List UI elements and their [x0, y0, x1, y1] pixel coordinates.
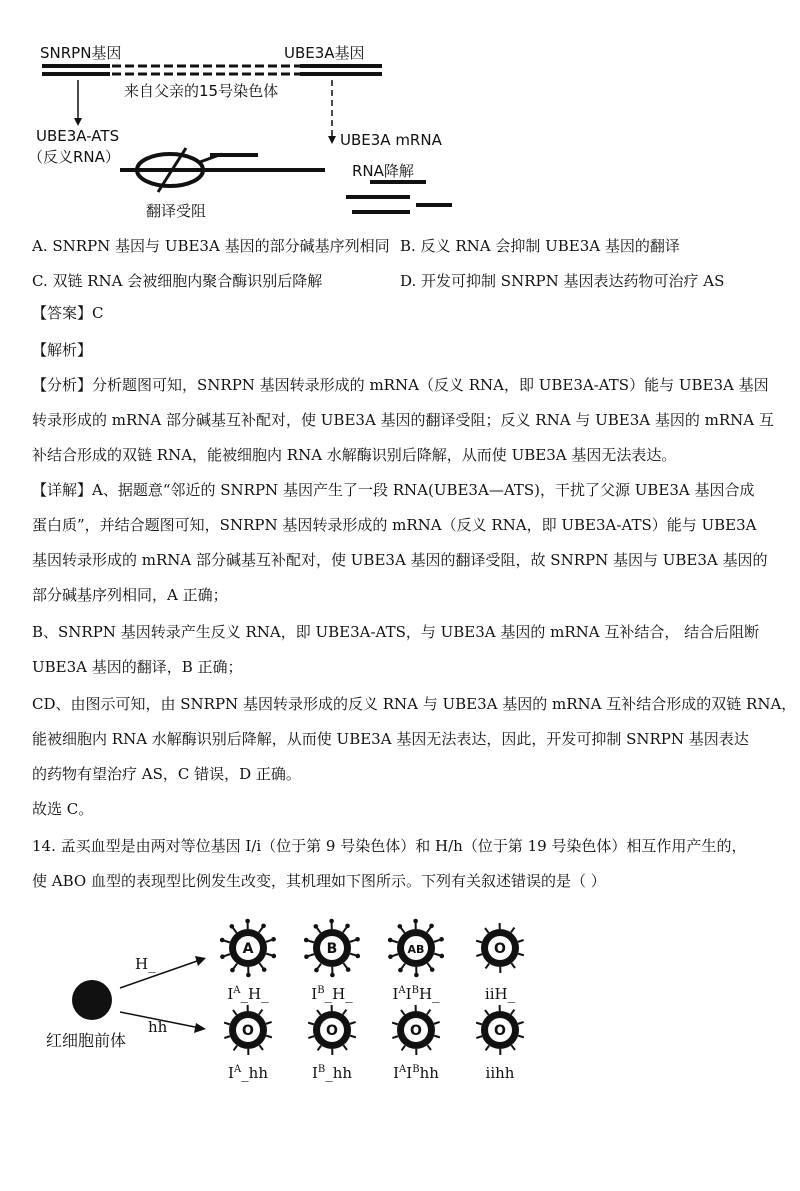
antigen-dot	[230, 968, 235, 973]
antigen-spike	[401, 1010, 405, 1015]
blood-cell	[224, 1005, 272, 1055]
antigen-dot	[271, 954, 276, 959]
body-line: 补结合形成的双链 RNA，能被细胞内 RNA 水解酶识别后降解，从而使 UBE3A 基因无法表达。	[32, 446, 677, 464]
antigen-spike	[224, 1036, 230, 1038]
antigen-dot	[413, 919, 418, 924]
antigen-spike	[518, 1022, 524, 1024]
antigen-dot	[304, 954, 309, 959]
body-line: 转录形成的 mRNA 部分碱基互补配对，使 UBE3A 基因的翻译受阻；反义 RNA 与 UBE3A 基因的 mRNA 互	[32, 411, 774, 429]
body-line: CD、由图示可知，由 SNRPN 基因转录形成的反义 RNA 与 UBE3A 基因的 mRNA 互补结合形成的双链 RNA，	[32, 695, 797, 713]
chromosome-label: 来自父亲的15号染色体	[124, 82, 279, 100]
body-line: 【分析】分析题图可知，SNRPN 基因转录形成的 mRNA（反义 RNA，即 UBE3A-ATS）能与 UBE3A 基因	[32, 376, 769, 394]
antigen-dot	[314, 968, 319, 973]
antigen-dot	[246, 973, 251, 978]
option-a: A. SNRPN 基因与 UBE3A 基因的部分碱基序列相同	[32, 237, 390, 255]
antigen-spike	[427, 928, 430, 933]
antigen-spike	[318, 964, 321, 969]
antigen-spike	[401, 928, 405, 933]
antigen-spike	[476, 1036, 482, 1038]
antigen-spike	[511, 928, 514, 933]
antigen-spike	[485, 928, 489, 933]
genotype-label: iihh	[485, 1064, 515, 1082]
antigen-dot	[261, 924, 266, 929]
antigen-spike	[434, 940, 440, 942]
antigen-spike	[434, 1036, 440, 1038]
body-line: 【详解】A、据题意“邻近的 SNRPN 基因产生了一段 RNA(UBE3A—ATS)，干扰了父源 UBE3A 基因合成	[32, 481, 755, 499]
antigen-spike	[233, 928, 237, 933]
option-c: C. 双链 RNA 会被细胞内聚合酶识别后降解	[32, 272, 323, 290]
antigen-spike	[392, 954, 398, 956]
antigen-spike	[318, 1046, 321, 1051]
antigen-spike	[350, 940, 356, 942]
antigen-dot	[245, 919, 250, 924]
antigen-spike	[259, 1045, 263, 1050]
blocked-label: 翻译受阻	[146, 202, 207, 220]
antigen-spike	[392, 941, 398, 943]
precursor-label: 红细胞前体	[46, 1031, 127, 1050]
body-line: 基因转录形成的 mRNA 部分碱基互补配对，使 UBE3A 基因的翻译受阻，故 SNRPN 基因与 UBE3A 基因的	[32, 551, 768, 569]
genotype-label: $I^B\_hh$	[311, 1064, 353, 1082]
antigen-spike	[308, 954, 314, 956]
antigen-spike	[350, 1022, 356, 1024]
blood-cell	[476, 923, 524, 973]
antigen-dot	[388, 938, 393, 943]
antigen-spike	[486, 1046, 489, 1051]
body-line: 的药物有望治疗 AS，C 错误，D 正确。	[32, 765, 301, 783]
antigen-spike	[343, 963, 347, 968]
antigen-dot	[439, 937, 444, 942]
precursor-cell	[72, 980, 112, 1020]
antigen-spike	[224, 1023, 230, 1025]
body-line: 能被细胞内 RNA 水解酶识别后降解，从而使 UBE3A 基因无法表达，因此，开发可抑制 SNRPN 基因表达	[32, 730, 749, 748]
antigen-spike	[308, 1036, 314, 1038]
antigen-spike	[476, 941, 482, 943]
gene-diagram	[0, 0, 800, 225]
antigen-spike	[518, 954, 524, 956]
antigen-dot	[439, 954, 444, 959]
antigen-dot	[329, 919, 334, 924]
blood-type-graphics	[0, 900, 800, 1120]
analysis-heading: 【解析】	[32, 341, 93, 359]
antigen-spike	[259, 928, 262, 933]
antigen-dot	[220, 954, 225, 959]
antigen-spike	[427, 1045, 431, 1050]
arrow-top-label: H_	[135, 955, 156, 973]
antigen-spike	[234, 1046, 237, 1051]
antigen-spike	[350, 1036, 356, 1038]
antigen-spike	[259, 963, 263, 968]
cell-letter: O	[326, 1023, 338, 1039]
antigen-spike	[343, 928, 346, 933]
antigen-dot	[271, 937, 276, 942]
genotype-label: $I^AI^Bhh$	[393, 1064, 439, 1082]
answer-line: 【答案】C	[32, 304, 104, 322]
antigen-spike	[259, 1010, 262, 1015]
option-b: B. 反义 RNA 会抑制 UBE3A 基因的翻译	[400, 237, 680, 255]
antigen-dot	[304, 938, 309, 943]
antigen-spike	[434, 954, 440, 956]
antigen-spike	[308, 1023, 314, 1025]
cell-letter: A	[242, 941, 254, 957]
antigen-dot	[314, 924, 319, 929]
blood-cell	[476, 1005, 524, 1055]
antigen-spike	[434, 1022, 440, 1024]
ats-label-line1: UBE3A-ATS	[36, 127, 120, 145]
antigen-spike	[224, 954, 230, 956]
blood-type-diagram	[0, 900, 800, 1120]
antigen-spike	[266, 940, 272, 942]
gene-left-label: SNRPN基因	[40, 44, 122, 62]
blood-cell	[220, 919, 276, 978]
blood-cell	[388, 919, 444, 978]
antigen-dot	[220, 938, 225, 943]
cell-letter: O	[410, 1023, 422, 1039]
antigen-spike	[518, 1036, 524, 1038]
body-line: UBE3A 基因的翻译，B 正确；	[32, 658, 243, 676]
antigen-spike	[233, 1010, 237, 1015]
option-d: D. 开发可抑制 SNRPN 基因表达药物可治疗 AS	[400, 272, 725, 290]
antigen-dot	[429, 924, 434, 929]
antigen-spike	[350, 954, 356, 956]
antigen-spike	[511, 963, 515, 968]
antigen-spike	[427, 1010, 430, 1015]
antigen-spike	[427, 963, 431, 968]
antigen-spike	[317, 928, 321, 933]
degrade-label: RNA降解	[352, 162, 414, 180]
blood-cell	[392, 1005, 440, 1055]
antigen-dot	[355, 954, 360, 959]
antigen-spike	[308, 941, 314, 943]
antigen-spike	[486, 964, 489, 969]
genotype-label: iiH_	[484, 985, 516, 1003]
question-14-line: 使 ABO 血型的表现型比例发生改变，其机理如下图所示。下列有关叙述错误的是（ ）	[32, 872, 606, 890]
antigen-spike	[392, 1036, 398, 1038]
body-line: 部分碱基序列相同，A 正确；	[32, 586, 228, 604]
antigen-spike	[343, 1045, 347, 1050]
antigen-dot	[262, 967, 267, 972]
antigen-spike	[402, 964, 405, 969]
body-line: 故选 C。	[32, 800, 94, 818]
blood-cell	[308, 1005, 356, 1055]
genotype-label: $I^A\_H\_$	[227, 985, 269, 1003]
antigen-dot	[398, 924, 403, 929]
antigen-spike	[392, 1023, 398, 1025]
antigen-spike	[317, 1010, 321, 1015]
antigen-dot	[346, 967, 351, 972]
antigen-spike	[266, 1036, 272, 1038]
cell-letter: O	[242, 1023, 254, 1039]
cell-letter: AB	[407, 943, 425, 956]
antigen-dot	[414, 973, 419, 978]
cell-letter: O	[494, 1023, 506, 1039]
mrna-label: UBE3A mRNA	[340, 131, 442, 149]
antigen-dot	[398, 968, 403, 973]
cell-letter: O	[494, 941, 506, 957]
question-14-line: 14. 孟买血型是由两对等位基因 I/i（位于第 9 号染色体）和 H/h（位于第 19 号染色体）相互作用产生的，	[32, 837, 747, 855]
antigen-spike	[343, 1010, 346, 1015]
gene-right-label: UBE3A基因	[284, 44, 365, 62]
body-line: B、SNRPN 基因转录产生反义 RNA，即 UBE3A-ATS，与 UBE3A 基因的 mRNA 互补结合， 结合后阻断	[32, 623, 760, 641]
antigen-dot	[430, 967, 435, 972]
antigen-spike	[511, 1045, 515, 1050]
arrow-bottom-label: hh	[148, 1018, 168, 1036]
antigen-spike	[518, 940, 524, 942]
blood-cell	[304, 919, 360, 978]
antigen-spike	[511, 1010, 514, 1015]
antigen-spike	[266, 954, 272, 956]
gene-diagram-graphics	[0, 0, 800, 225]
antigen-dot	[388, 954, 393, 959]
body-line: 蛋白质”，并结合题图可知，SNRPN 基因转录形成的 mRNA（反义 RNA，即 UBE3A-ATS）能与 UBE3A	[32, 516, 757, 534]
antigen-spike	[476, 1023, 482, 1025]
antigen-spike	[266, 1022, 272, 1024]
ats-label-line2: （反义RNA）	[28, 148, 120, 166]
antigen-spike	[402, 1046, 405, 1051]
genotype-label: $I^B\_H\_$	[311, 985, 353, 1003]
antigen-spike	[234, 964, 237, 969]
antigen-dot	[230, 924, 235, 929]
antigen-dot	[345, 924, 350, 929]
antigen-dot	[330, 973, 335, 978]
cell-letter: B	[326, 941, 338, 957]
antigen-spike	[485, 1010, 489, 1015]
genotype-label: $I^A\_hh$	[228, 1064, 268, 1082]
antigen-spike	[224, 941, 230, 943]
antigen-dot	[355, 937, 360, 942]
antigen-spike	[476, 954, 482, 956]
genotype-label: $I^AI^BH\_$	[392, 985, 440, 1003]
